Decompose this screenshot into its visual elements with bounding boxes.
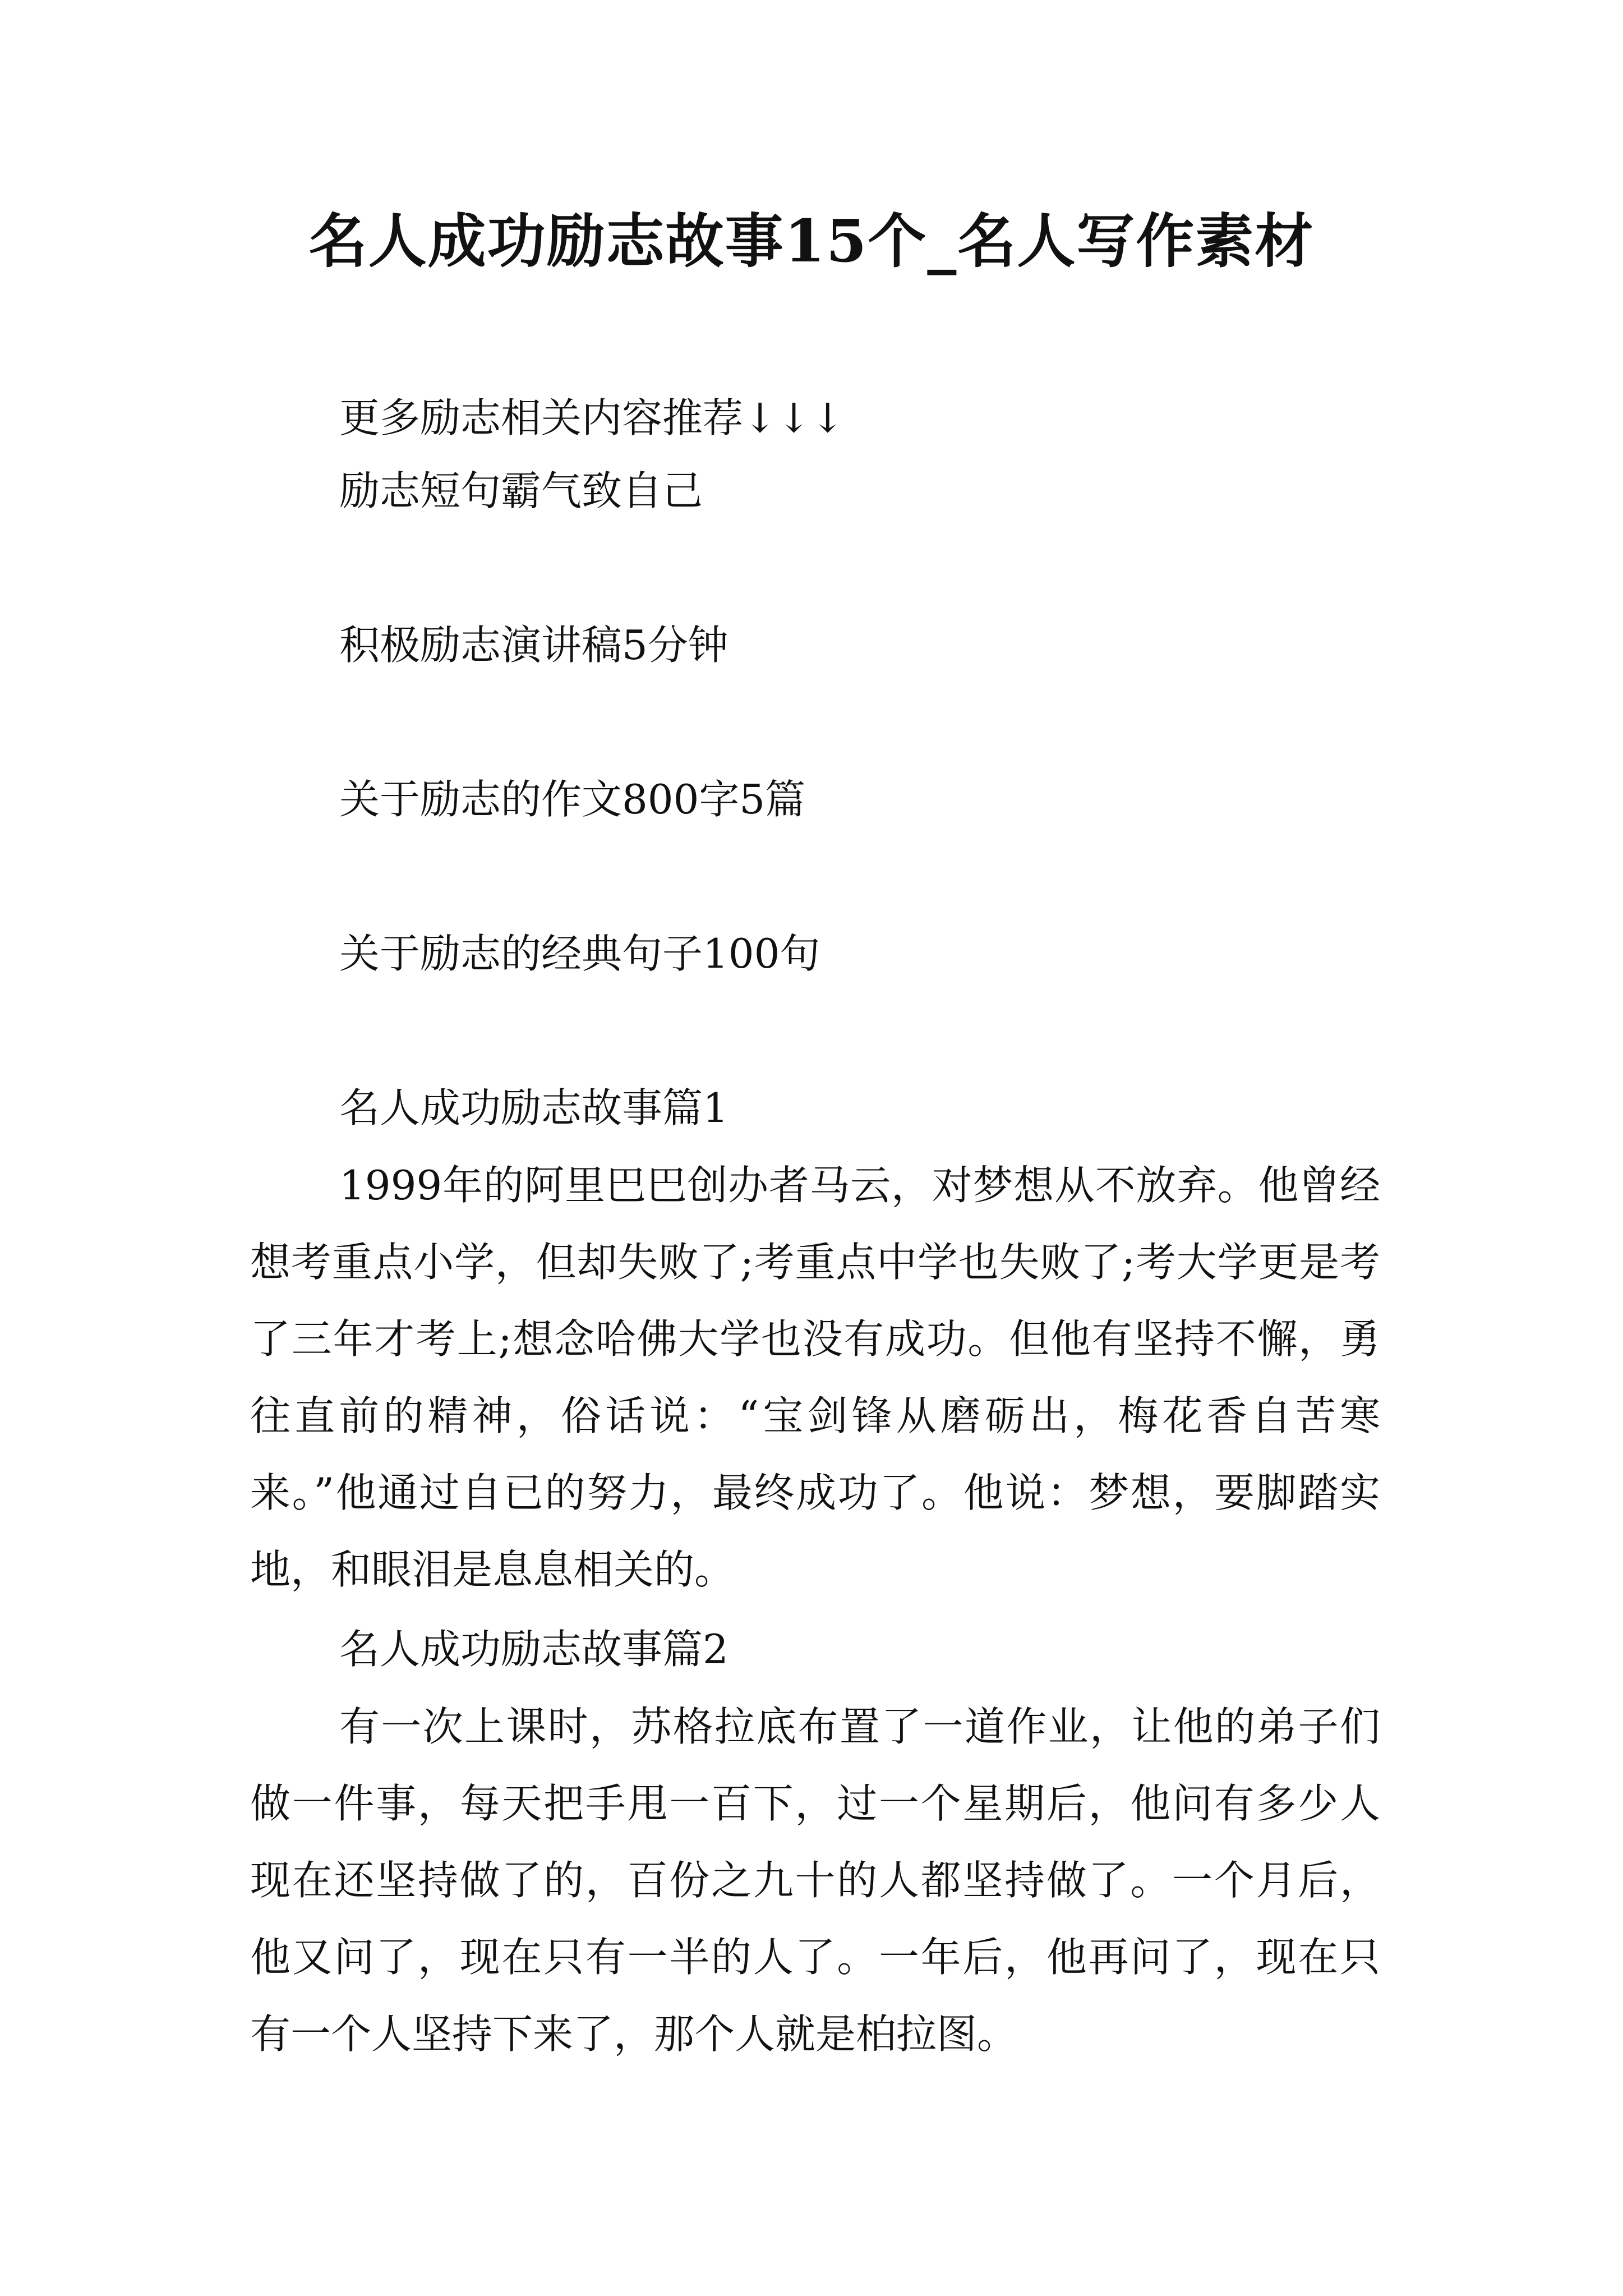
section-paragraph-2: 有一次上课时，苏格拉底布置了一道作业，让他的弟子们做一件事，每天把手甩一百下，过一个星期后，他问有多少人现在还坚持做了的，百份之九十的人都坚持做了。一个月后，他又问了，现在只有一半的人了。一年后，他再问了，现在只有一个人坚持下来了，那个人就是柏拉图。 — [250, 1703, 1380, 2058]
recommend-link-3[interactable]: 关于励志的作文800字5篇 — [339, 776, 806, 823]
recommend-link-2[interactable]: 积极励志演讲稿5分钟 — [339, 622, 728, 669]
recommend-link-4[interactable]: 关于励志的经典句子100句 — [339, 930, 820, 977]
section-heading-2: 名人成功励志故事篇2 — [339, 1626, 728, 1673]
section-paragraph-1: 1999年的阿里巴巴创办者马云，对梦想从不放弃。他曾经想考重点小学，但却失败了;考重点中学也失败了;考大学更是考了三年才考上;想念哈佛大学也没有成功。但他有坚持不懈，勇往直前的精神，俗话说：“宝剑锋从磨砺出，梅花香自苦寒来。”他通过自已的努力，最终成功了。他说：梦想，要脚踏实地，和眼泪是息息相关的。 — [250, 1162, 1380, 1593]
section-heading-1: 名人成功励志故事篇1 — [339, 1084, 728, 1131]
recommend-link-1[interactable]: 励志短句霸气致自己 — [339, 467, 703, 514]
recommend-heading: 更多励志相关内容推荐↓↓↓ — [339, 394, 845, 441]
document-title: 名人成功励志故事15个_名人写作素材 — [308, 206, 1315, 275]
